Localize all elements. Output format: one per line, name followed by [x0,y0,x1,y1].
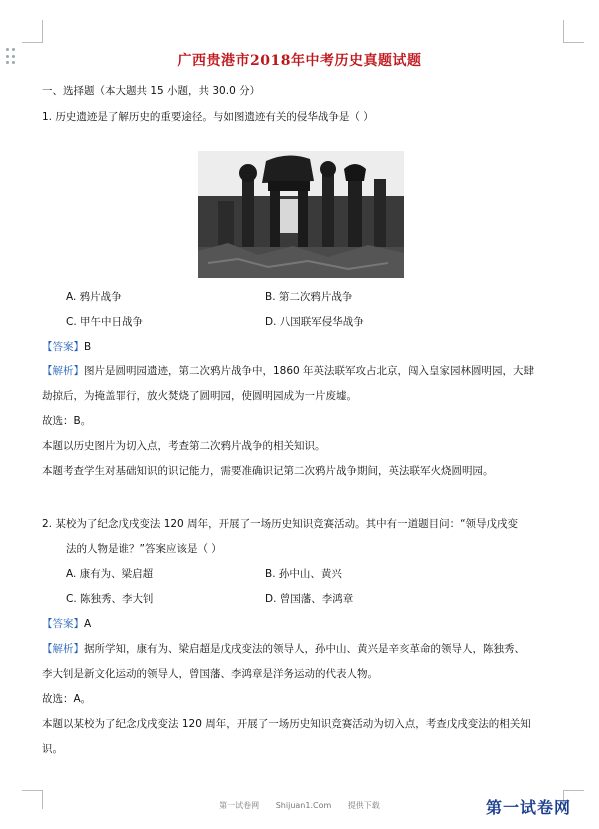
answer-value: A [84,618,92,630]
question-1-option-c: C. 甲午中日战争 [66,316,144,328]
question-2-analysis-line-2: 李大钊是新文化运动的领导人，曾国藩、李鸿章是洋务运动的代表人物。 [42,668,378,680]
question-2-summary-line-1: 本题以某校为了纪念戊戌变法 120 周年，开展了一场历史知识竞赛活动为切入点，考查戊戌变法的相关知 [42,718,531,730]
question-1-option-a: A. 鸦片战争 [66,291,122,303]
footer-site-url: Shijuan1.Com [275,801,332,810]
question-2-option-b: B. 孙中山、黄兴 [265,568,342,580]
question-1-note: 本题考查学生对基础知识的识记能力，需要准确识记第二次鸦片战争期间，英法联军火烧圆明园。 [42,465,494,477]
answer-tag: 【答案】 [42,341,84,353]
question-1-option-d: D. 八国联军侵华战争 [265,316,364,328]
crop-mark-top-left [22,20,43,43]
section-heading: 一、选择题（本大题共 15 小题，共 30.0 分） [42,85,261,97]
analysis-tag: 【解析】 [42,643,84,655]
question-1-conclusion: 故选：B。 [42,415,92,427]
analysis-tag: 【解析】 [42,365,84,377]
crop-mark-top-right [563,20,584,43]
question-2-answer-line [42,617,91,631]
question-2-stem-line-1: 2. 某校为了纪念戊戌变法 120 周年，开展了一场历史知识竞赛活动。其中有一道题目问：“领导戊戌变 [42,518,519,530]
question-1-option-b: B. 第二次鸦片战争 [265,291,353,303]
question-2-conclusion: 故选：A。 [42,693,92,705]
answer-tag: 【答案】 [42,618,84,630]
question-2-analysis-line-1 [42,642,525,656]
question-2-option-c: C. 陈独秀、李大钊 [66,593,154,605]
question-2-summary-line-2: 识。 [42,743,63,755]
question-2-option-d: D. 曾国藩、李鸿章 [265,593,354,605]
question-2-option-a: A. 康有为、梁启超 [66,568,154,580]
question-1-analysis-line-2: 劫掠后，为掩盖罪行，放火焚烧了圆明园，使圆明园成为一片废墟。 [42,390,357,402]
question-1-stem: 1. 历史遗迹是了解历史的重要途径。与如图遗迹有关的侵华战争是（ ） [42,111,374,123]
analysis-text: 图片是圆明园遗迹，第二次鸦片战争中，1860 年英法联军攻占北京，闯入皇家园林圆明园，大肆 [84,365,535,377]
site-watermark: 第一试卷网 [486,798,572,817]
footer-site-name: 第一试卷网 [219,801,260,810]
analysis-text: 据所学知，康有为、梁启超是戊戌变法的领导人，孙中山、黄兴是辛亥革命的领导人，陈独秀、 [84,643,525,655]
page-title: 广西贵港市2018年中考历史真题试题 [177,53,422,69]
footer-download-note: 提供下载 [347,801,380,810]
question-1-analysis-line-1 [42,364,534,378]
question-2-stem-line-2: 法的人物是谁？”答案应该是（ ） [66,543,222,555]
answer-value: B [84,341,92,353]
question-1-answer-line [42,340,91,354]
question-1-summary: 本题以历史图片为切入点，考查第二次鸦片战争的相关知识。 [42,440,326,452]
ruins-photo [198,151,404,278]
